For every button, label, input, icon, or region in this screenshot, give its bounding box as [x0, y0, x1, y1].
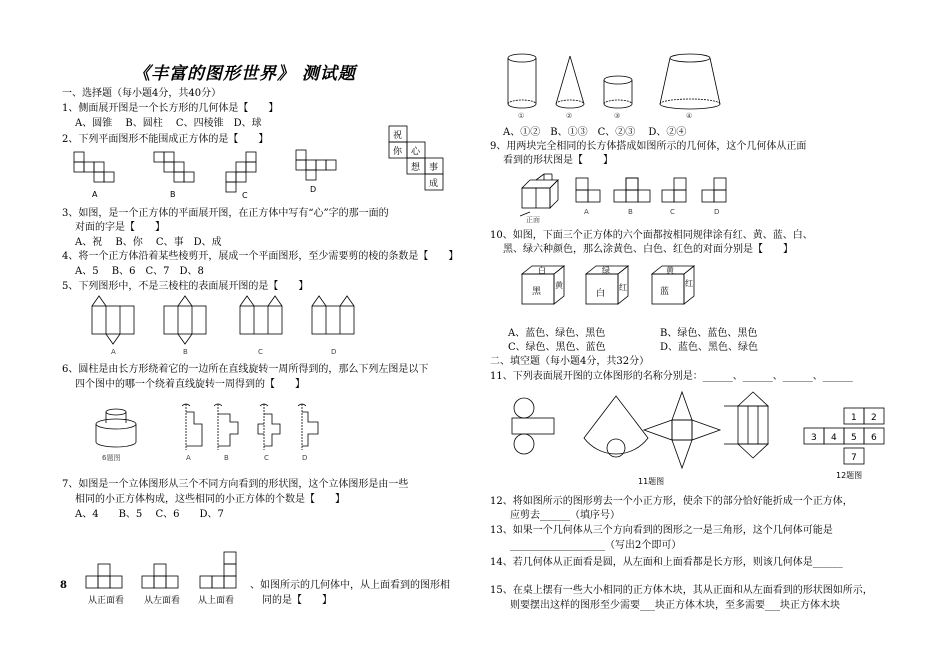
q7-view-top: 从上面看 [198, 596, 235, 606]
q12-text-line2: 应剪去______（填序号） [510, 510, 620, 521]
q10-cube1-top: 白 [538, 266, 546, 275]
q10-cube3-side: 红 [685, 279, 693, 288]
q10-cube3-front: 蓝 [660, 287, 670, 297]
section-fill-heading: 二、填空题（每小题4分，共32分） [490, 356, 650, 367]
q12-figure [800, 404, 900, 484]
q1-text: 1、侧面展开图是一个长方形的几何体是【 】 [62, 103, 279, 114]
q3-char-6: 成 [429, 179, 439, 189]
q14-text: 14、若几何体从正面看是圆，从左面和上面看都是长方形，则该几何体是______ [490, 557, 843, 568]
q6-text-line1: 6、圆柱是由长方形绕着它的一边所在直线旋转一周所得到的，那么下列左图是以下 [62, 364, 429, 375]
q11-figure [504, 388, 804, 486]
q5-text: 5、下列图形中，不是三棱柱的表面展开图的是【 】 [62, 281, 309, 292]
q6-label-a: A [186, 454, 191, 462]
q5-label-c: C [258, 348, 263, 356]
q8-solid-label-1: ① [518, 112, 525, 120]
q3-text-line2: 对面的字是【 】 [75, 222, 165, 233]
q6-label-b: B [224, 454, 229, 462]
q8-solid-label-2: ② [566, 112, 573, 120]
q10-cube2-front: 白 [596, 289, 606, 299]
q12-cell-2: 2 [871, 413, 877, 423]
q3-char-1: 祝 [393, 131, 403, 141]
q10-cube3-top: 黄 [666, 266, 674, 275]
page-title: 《丰富的图形世界》 测试题 [133, 64, 356, 84]
q3-net-figure [385, 123, 447, 193]
q10-text-line1: 10、如图，下面三个正方体的六个面都按相同规律涂有红、黄、蓝、白、 [490, 230, 813, 241]
q2-figure [70, 148, 340, 202]
q9-label-b: B [628, 208, 633, 216]
section-choice-heading: 一、选择题（每小题4分，共40分） [62, 88, 222, 99]
q5-label-b: B [183, 348, 188, 356]
q2-label-c: C [242, 191, 248, 200]
q5-label-a: A [111, 348, 116, 356]
q8-options: A、①② B、①③ C、②③ D、②④ [503, 127, 687, 138]
q4-options: A、5 B、6 C、7 D、8 [75, 266, 204, 277]
q10-cube2-side: 红 [619, 283, 627, 292]
q7-view-front: 从正面看 [88, 596, 125, 606]
q3-char-4: 想 [411, 163, 421, 173]
q15-text-line1: 15、在桌上摆有一些大小相同的正方体木块，其从正面和从左面看到的形状图如所示， [490, 585, 873, 596]
q3-options: A、祝 B、你 C、事 D、成 [75, 237, 222, 248]
q4-text: 4、将一个正方体沿着某些棱剪开，展成一个平面图形，至少需要剪的棱的条数是【 】 [62, 251, 459, 262]
q1-options: A、圆锥 B、圆柱 C、四棱锥 D、球 [75, 118, 262, 129]
q5-figure [82, 292, 372, 358]
q8-text-line2: 同的是【 】 [262, 595, 332, 606]
q9-label-c: C [670, 208, 675, 216]
q7-views-figure [82, 542, 252, 608]
q13-text-line2: ___________________（写出2个即可） [510, 540, 682, 551]
q6-caption: 6题图 [102, 454, 121, 462]
q2-label-a: A [92, 190, 98, 199]
q2-label-d: D [310, 185, 317, 194]
q10-cubes-figure [516, 262, 716, 312]
q10-cube1-side: 黄 [555, 281, 563, 290]
q11-text: 11、下列表面展开图的立体图形的名称分别是：______、______、______、______ [490, 371, 853, 382]
q6-text-line2: 四个图中的哪一个绕着直线旋转一周得到的【 】 [75, 379, 305, 390]
q9-label-d: D [714, 208, 720, 216]
q9-label-a: A [584, 208, 589, 216]
q2-text: 2、下列平面图形不能围成正方体的是【 】 [62, 134, 269, 145]
q11-caption: 11题图 [638, 477, 665, 486]
q10-text-line2: 黑、绿六种颜色，那么涂黄色、白色、红色的对面分别是【 】 [503, 244, 793, 255]
q7-view-left: 从左面看 [144, 596, 181, 606]
q9-front-label: 正面 [526, 216, 540, 224]
q13-text-line1: 13、如果一个几何体从三个方向看到的图形之一是三角形，这个几何体可能是 [490, 525, 833, 536]
q5-label-d: D [331, 348, 337, 356]
q8-solid-label-3: ③ [614, 112, 621, 120]
q2-label-b: B [170, 190, 176, 199]
q8-text-line1: 、如图所示的几何体中，从上面看到的图形相 [250, 580, 450, 591]
q10-cube1-front: 黑 [532, 287, 542, 297]
q3-text-line1: 3、如图，是一个正方体的平面展开图，在正方体中写有“心”字的那一面的 [62, 208, 389, 219]
q8-number: 8 [60, 580, 67, 591]
q10-option-a: A、蓝色、绿色、黑色 [508, 328, 606, 339]
q7-text-line1: 7、如图是一个立体图形从三个不同方向看到的形状图，这个立体图形是由一些 [62, 479, 409, 490]
q9-text-line1: 9、用两块完全相同的长方体搭成如图所示的几何体，这个几何体从正面 [490, 141, 807, 152]
q12-cell-7: 7 [851, 453, 857, 463]
q8-solid-label-4: ④ [686, 112, 693, 120]
q6-label-c: C [264, 454, 269, 462]
q3-char-2: 你 [393, 147, 403, 157]
q10-cube2-top: 绿 [602, 266, 610, 275]
q7-options: A、4 B、5 C、6 D、7 [75, 509, 224, 520]
q10-option-d: D、蓝色、黑色、绿色 [660, 342, 759, 353]
q12-cell-1: 1 [851, 413, 857, 423]
q12-cell-4: 4 [831, 433, 837, 443]
q12-caption: 12题图 [836, 471, 863, 480]
q12-cell-5: 5 [851, 433, 857, 443]
q9-text-line2: 看到的形状图是【 】 [503, 155, 613, 166]
q9-figure [514, 168, 744, 224]
q12-text-line1: 12、将如图所示的图形剪去一个小正方形，使余下的部分恰好能折成一个正方体， [490, 496, 853, 507]
q6-label-d: D [302, 454, 308, 462]
q12-cell-6: 6 [871, 433, 877, 443]
q10-option-b: B、绿色、蓝色、黑色 [660, 328, 758, 339]
q3-char-3: 心 [411, 147, 421, 157]
q3-char-5: 事 [429, 163, 439, 173]
q15-text-line2: 则要摆出这样的图形至少需要___块正方体木块，至多需要___块正方体木块 [510, 600, 840, 611]
q10-option-c: C、绿色、黑色、蓝色 [508, 342, 606, 353]
q12-cell-3: 3 [811, 433, 817, 443]
q8-solids-figure [498, 48, 733, 122]
q6-figure [88, 394, 328, 466]
q7-text-line2: 相同的小正方体构成，这些相同的小正方体的个数是【 】 [75, 494, 345, 505]
